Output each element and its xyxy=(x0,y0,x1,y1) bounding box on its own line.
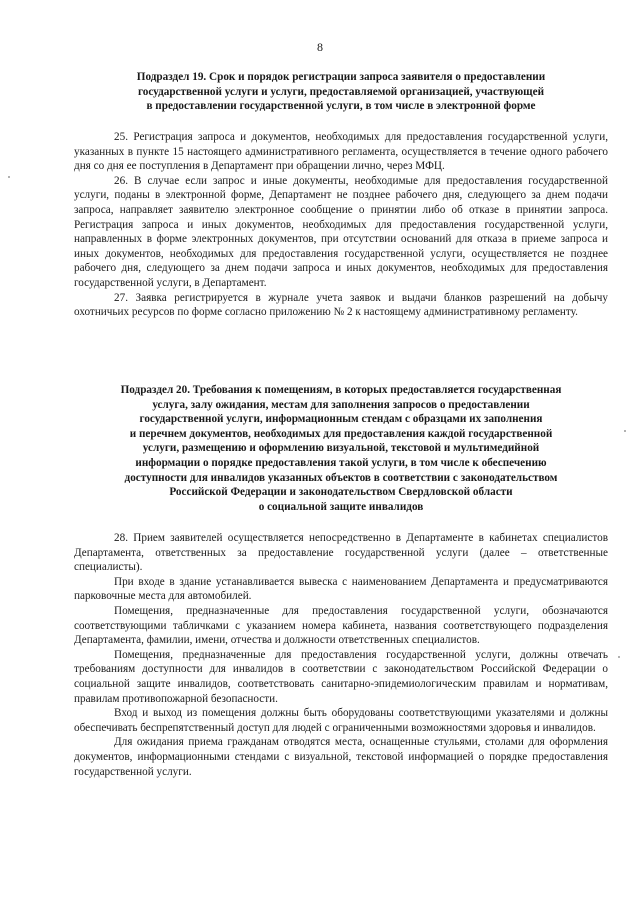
heading-line: услуга, залу ожидания, местам для заполнения запросов о предоставлении xyxy=(152,398,530,411)
scan-speck xyxy=(618,656,620,658)
paragraph-room-signs: Помещения, предназначенные для предоставления государственной услуги, обозначаются соответствующими табличками с указанием номера кабинета, названия соответствующего подразделения Департамента, фамилии, имени, отчества и должности ответственных специалистов. xyxy=(74,604,608,647)
heading-line: и перечнем документов, необходимых для предоставления каждой государственной xyxy=(129,427,553,440)
subsection-20-heading xyxy=(74,383,608,514)
subsection-19-body xyxy=(74,130,608,320)
paragraph-27: 27. Заявка регистрируется в журнале учета заявок и выдачи бланков разрешений на добычу охотничьих ресурсов по форме согласно приложению № 2 к настоящему административному регламенту. xyxy=(74,291,608,319)
paragraph-26: 26. В случае если запрос и иные документы, необходимые для предоставления государственной услуги, поданы в электронной форме, Департамент не позднее рабочего дня, следующего за днем подачи запроса, направляет заявителю электронное сообщение о принятии либо об отказе в принятии запроса. Регистрация запроса и иных документов, необходимых для предоставления государственной услуги, направленных в форме электронных документов, при отсутствии оснований для отказа в приеме запроса и иных документов, необходимых для предоставления государственной услуги, осуществляется не позднее рабочего дня, следующего за днем подачи запроса и иных документов, необходимых для предоставления государственной услуги, в Департамент. xyxy=(74,174,608,289)
heading-line: в предоставлении государственной услуги, в том числе в электронной форме xyxy=(146,100,536,113)
paragraph-28: 28. Прием заявителей осуществляется непосредственно в Департаменте в кабинетах специалистов Департамента, ответственных за предоставление государственной услуги (далее – ответственные специалисты). xyxy=(74,532,608,574)
heading-line: государственной услуги и услуги, предоставляемой организацией, участвующей xyxy=(137,85,545,98)
paragraph-25: 25. Регистрация запроса и документов, необходимых для предоставления государственной услуги, указанных в пункте 15 настоящего административного регламента, осуществляется в течение одного рабочего дня со дня ее поступления в Департамент при обращении лично, через МФЦ. xyxy=(74,131,608,173)
subsection-19-heading xyxy=(74,70,608,114)
paragraph-accessibility: Помещения, предназначенные для предоставления государственной услуги, должны отвечать требованиям доступности для инвалидов в соответствии с законодательством Российской Федерации о социальной защите инвалидов, соответствовать санитарно-эпидемиологическим правилам и нормативам, правилам противопожарной безопасности. xyxy=(74,648,608,705)
page-number: 8 xyxy=(317,40,323,54)
heading-line: государственной услуги, информационным стендам с образцами их заполнения xyxy=(139,413,543,426)
heading-line: доступности для инвалидов указанных объектов в соответствии с законодательством xyxy=(124,471,558,484)
heading-line: о социальной защите инвалидов xyxy=(258,500,424,513)
paragraph-entry-exit: Вход и выход из помещения должны быть оборудованы соответствующими указателями и должны обеспечивать беспрепятственный доступ для людей с ограниченными возможностями здоровья и инвалидов. xyxy=(74,707,608,734)
scan-speck xyxy=(8,176,10,178)
heading-line: Российской Федерации и законодательством Свердловской области xyxy=(169,486,513,499)
subsection-20-body xyxy=(74,531,608,779)
heading-line: Подраздел 19. Срок и порядок регистрации запроса заявителя о предоставлении xyxy=(136,71,546,83)
paragraph-waiting-area: Для ожидания приема гражданам отводятся места, оснащенные стульями, столами для оформления документов, информационными стендами с визуальной, текстовой информацией о порядке предоставления государственной услуги. xyxy=(74,736,608,778)
heading-line: услуги, размещению и оформлению визуальной, текстовой и мультимедийной xyxy=(142,442,540,455)
heading-line: информации о порядке предоставления такой услуги, в том числе к обеспечению xyxy=(135,456,547,469)
scan-speck xyxy=(624,430,626,432)
heading-line: Подраздел 20. Требования к помещениям, в которых предоставляется государственная xyxy=(120,384,562,396)
paragraph-entrance-sign: При входе в здание устанавливается вывеска с наименованием Департамента и предусматриваются парковочные места для автомобилей. xyxy=(74,575,608,603)
